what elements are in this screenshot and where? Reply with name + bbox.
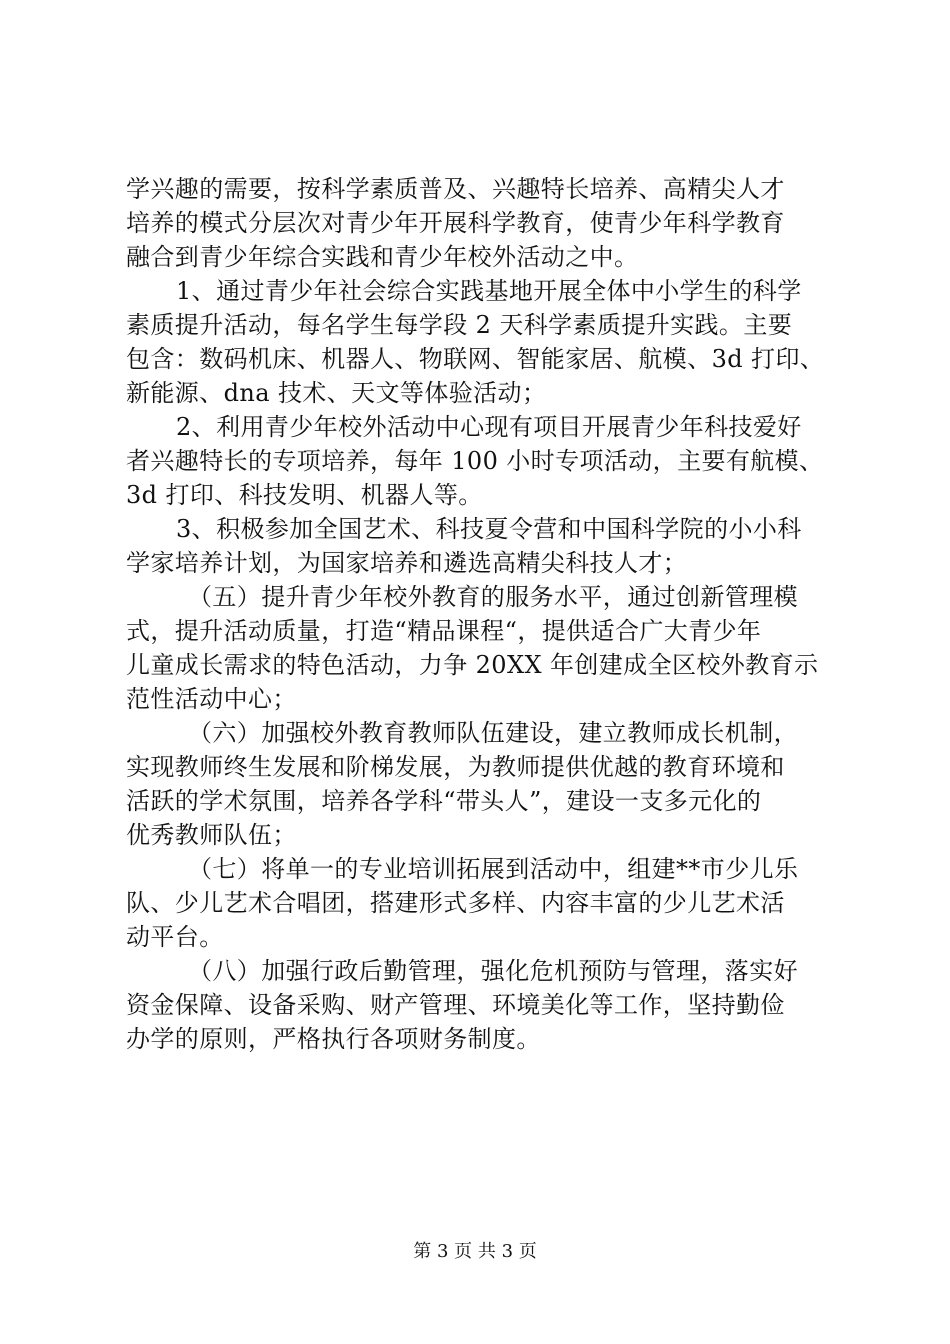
text-line: 3d 打印、科技发明、机器人等。	[126, 481, 483, 509]
text-line: 实现教师终生发展和阶梯发展，为教师提供优越的教育环境和	[126, 753, 785, 781]
text-line: 学家培养计划，为国家培养和遴选高精尖科技人才；	[126, 549, 688, 577]
text-line: 融合到青少年综合实践和青少年校外活动之中。	[126, 243, 639, 271]
text-line: 新能源、dna 技术、天文等体验活动；	[126, 379, 547, 407]
text-line: 儿童成长需求的特色活动，力争 20XX 年创建成全区校外教育示	[126, 651, 819, 679]
text-line: （七）将单一的专业培训拓展到活动中，组建**市少儿乐	[188, 855, 799, 883]
text-line: 素质提升活动，每名学生每学段 2 天科学素质提升实践。主要	[126, 311, 793, 339]
text-line: 学兴趣的需要，按科学素质普及、兴趣特长培养、高精尖人才	[126, 175, 785, 203]
page-footer: 第 3 页 共 3 页	[413, 1241, 537, 1262]
text-line: 3、积极参加全国艺术、科技夏令营和中国科学院的小小科	[176, 515, 802, 543]
text-line: 范性活动中心；	[126, 685, 297, 713]
text-line: 者兴趣特长的专项培养，每年 100 小时专项活动，主要有航模、	[126, 447, 824, 475]
text-line: 式，提升活动质量，打造“精品课程“，提供适合广大青少年	[126, 617, 762, 645]
text-line: 1、通过青少年社会综合实践基地开展全体中小学生的科学	[176, 277, 802, 305]
text-line: 队、少儿艺术合唱团，搭建形式多样、内容丰富的少儿艺术活	[126, 889, 785, 917]
text-line: 培养的模式分层次对青少年开展科学教育，使青少年科学教育	[126, 209, 785, 237]
text-line: 活跃的学术氛围，培养各学科“带头人”，建设一支多元化的	[126, 787, 762, 815]
text-line: 办学的原则，严格执行各项财务制度。	[126, 1025, 541, 1053]
document-body	[126, 172, 856, 1056]
text-line: （六）加强校外教育教师队伍建设，建立教师成长机制，	[188, 719, 798, 747]
text-line: 资金保障、设备采购、财产管理、环境美化等工作，坚持勤俭	[126, 991, 785, 1019]
text-line: （八）加强行政后勤管理，强化危机预防与管理，落实好	[188, 957, 798, 985]
text-line: （五）提升青少年校外教育的服务水平，通过创新管理模	[188, 583, 798, 611]
text-line: 包含：数码机床、机器人、物联网、智能家居、航模、3d 打印、	[126, 345, 825, 373]
text-line: 动平台。	[126, 923, 224, 951]
text-line: 2、利用青少年校外活动中心现有项目开展青少年科技爱好	[176, 413, 802, 441]
text-line: 优秀教师队伍；	[126, 821, 297, 849]
